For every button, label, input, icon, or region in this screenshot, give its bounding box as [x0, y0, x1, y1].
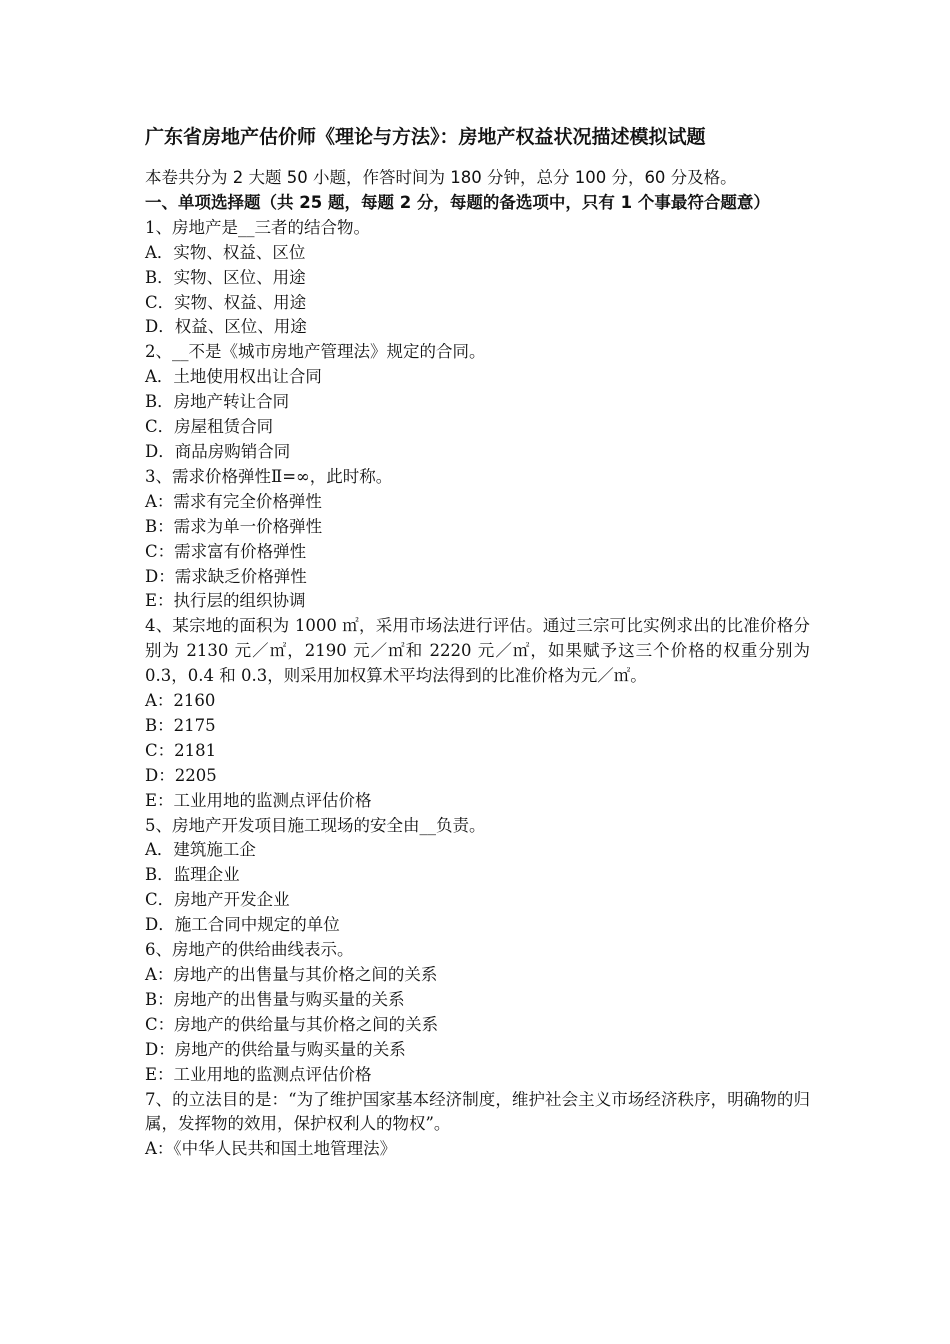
question-4	[145, 614, 810, 813]
section-heading: 一、单项选择题（共 25 题，每题 2 分，每题的备选项中，只有 1 个事最符合题意）	[145, 192, 770, 212]
option-d: D：房地产的供给量与购买量的关系	[145, 1039, 406, 1059]
question-2	[145, 340, 810, 465]
option-c: C：需求富有价格弹性	[145, 541, 307, 561]
option-b: B：需求为单一价格弹性	[145, 516, 323, 536]
option-a: A．建筑施工企	[145, 840, 256, 860]
option-a: A．实物、权益、区位	[145, 242, 306, 262]
option-e: E：工业用地的监测点评估价格	[145, 790, 372, 810]
option-d: D．权益、区位、用途	[145, 317, 307, 337]
option-e: E：工业用地的监测点评估价格	[145, 1064, 372, 1084]
question-3	[145, 465, 810, 614]
question-stem: 1、房地产是__三者的结合物。	[145, 217, 370, 237]
option-c: C：2181	[145, 740, 217, 760]
option-b: B．实物、区位、用途	[145, 267, 306, 287]
option-b: B：2175	[145, 715, 216, 735]
option-c: C．实物、权益、用途	[145, 292, 307, 312]
question-5	[145, 814, 810, 939]
question-stem: 2、__不是《城市房地产管理法》规定的合同。	[145, 342, 486, 362]
question-1	[145, 216, 810, 341]
option-d: D：需求缺乏价格弹性	[145, 566, 307, 586]
option-d: D：2205	[145, 765, 217, 785]
option-d: D．施工合同中规定的单位	[145, 915, 340, 935]
option-c: C．房屋租赁合同	[145, 417, 274, 437]
option-c: C：房地产的供给量与其价格之间的关系	[145, 1014, 439, 1034]
document-page	[145, 122, 810, 1162]
document-title: 广东省房地产估价师《理论与方法》：房地产权益状况描述模拟试题	[145, 126, 706, 148]
option-d: D．商品房购销合同	[145, 441, 291, 461]
option-e: E：执行层的组织协调	[145, 591, 306, 611]
exam-intro: 本卷共分为 2 大题 50 小题，作答时间为 180 分钟，总分 100 分，60 分及格。	[145, 168, 737, 187]
option-a: A：《中华人民共和国土地管理法》	[145, 1139, 397, 1159]
option-a: A：需求有完全价格弹性	[145, 491, 322, 511]
option-a: A：2160	[145, 691, 216, 711]
option-b: B．房地产转让合同	[145, 392, 290, 412]
option-b: B：房地产的出售量与购买量的关系	[145, 989, 405, 1009]
option-c: C．房地产开发企业	[145, 890, 290, 910]
question-7	[145, 1088, 810, 1163]
option-a: A：房地产的出售量与其价格之间的关系	[145, 965, 438, 984]
option-a: A．土地使用权出让合同	[145, 367, 322, 387]
option-b: B．监理企业	[145, 865, 240, 885]
question-stem: 6、房地产的供给曲线表示。	[145, 940, 354, 960]
question-stem: 4、某宗地的面积为 1000 ㎡，采用市场法进行评估。通过三宗可比实例求出的比准价格分别为 2130 元／㎡，2190 元／㎡和 2220 元／㎡，如果赋予这三个价格的权重分别为 0.3，0.4 和 0.3，则采用加权算术平均法得到的比准价格为元／㎡。	[145, 616, 810, 686]
question-stem: 5、房地产开发项目施工现场的安全由__负责。	[145, 815, 486, 835]
question-6	[145, 938, 810, 1087]
question-stem: 7、的立法目的是：“为了维护国家基本经济制度，维护社会主义市场经济秩序，明确物的归属，发挥物的效用，保护权利人的物权”。	[145, 1089, 810, 1134]
question-stem: 3、需求价格弹性Ⅱ=∞，此时称。	[145, 466, 393, 486]
